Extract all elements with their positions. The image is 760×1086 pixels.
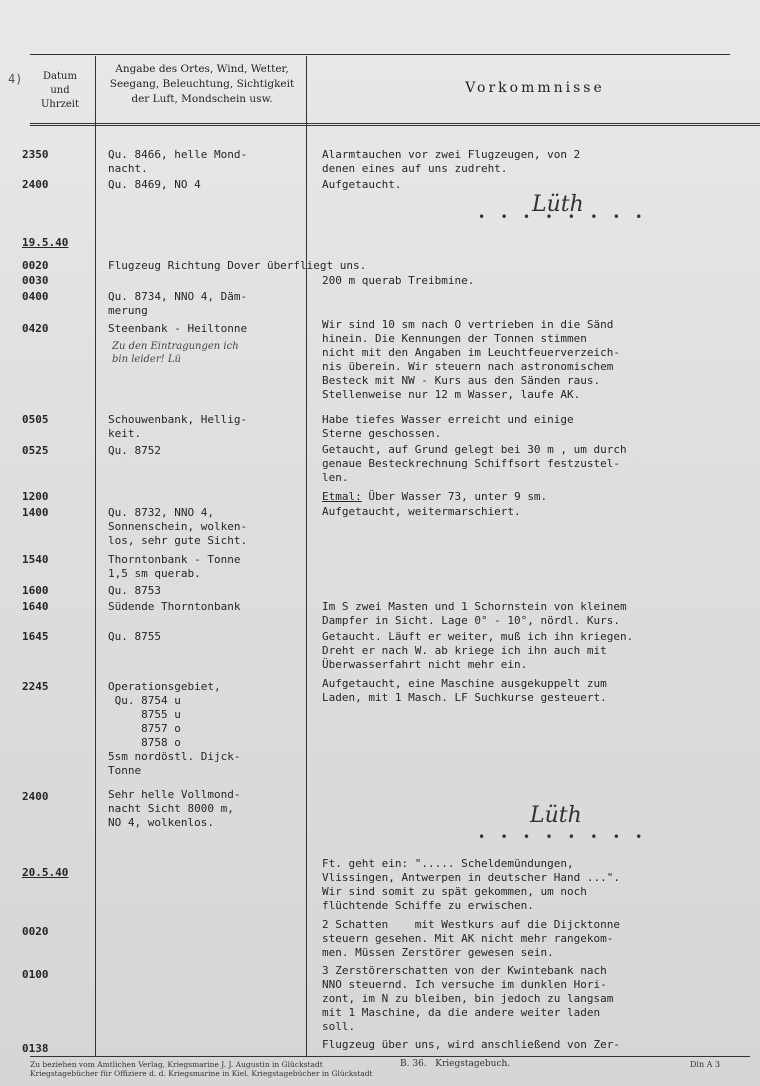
entry-time: 0020 — [22, 925, 49, 938]
entry-time: 2400 — [22, 790, 49, 803]
entry-time: 1640 — [22, 600, 49, 613]
header-date-time — [30, 70, 90, 112]
entry-event: Getaucht. Läuft er weiter, muß ich ihn kriegen. Dreht er nach W. ab kriege ich ihn auch mit Überwasserfahrt nicht mehr ein. — [322, 630, 634, 671]
entry-event: Habe tiefes Wasser erreicht und einige Sterne geschossen. — [322, 413, 574, 440]
entry-location: Südende Thorntonbank — [108, 600, 241, 613]
commander-signature: Lüth — [530, 803, 582, 828]
entry-time: 0138 — [22, 1042, 49, 1055]
entry-event: Aufgetaucht, eine Maschine ausgekuppelt zum Laden, mit 1 Masch. LF Suchkurse gesteuert. — [322, 677, 607, 704]
entry-event: Getaucht, auf Grund gelegt bei 30 m , um durch genaue Besteckrechnung Schiffsort festzustel- len. — [322, 443, 627, 484]
entry-time: 2400 — [22, 178, 49, 191]
entry-location: Qu. 8732, NNO 4, Sonnenschein, wolken- los, sehr gute Sicht. — [108, 506, 248, 547]
entry-location: Qu. 8753 — [108, 584, 161, 597]
entry-location: Qu. 8466, helle Mond- nacht. — [108, 148, 248, 175]
entry-time: 1200 — [22, 490, 49, 503]
footer-publisher: Zu beziehen vom Amtlichen Verlag, Kriegsmarine J. J. Augustin in Glückstadt Kriegstagebücher für Offiziere d. d. Kriegsmarine in Kiel. Kriegstagebücher in Glückstadt — [30, 1060, 373, 1078]
column-divider-1 — [95, 56, 96, 1056]
entry-event: 2 Schatten mit Westkurs auf die Dijcktonne steuern gesehen. Mit AK nicht mehr rangekom- men. Müssen Zerstörer gewesen sein. — [322, 918, 621, 959]
entry-event: 200 m querab Treibmine. — [322, 274, 475, 287]
entry-event: Flugzeug über uns, wird anschließend von Zer- — [322, 1038, 621, 1051]
entry-location: Thorntonbank - Tonne 1,5 sm querab. — [108, 553, 241, 580]
entry-event: 3 Zerstörerschatten von der Kwintebank nach NNO steuernd. Ich versuche im dunklen Hori- zont, im N zu bleiben, bin jedoch zu langsam mit 1 Maschine, da die andere weiter laden soll. — [322, 964, 614, 1033]
header-loc-line2: Seegang, Beleuchtung, Sichtigkeit — [109, 78, 295, 90]
entry-time: 0020 — [22, 259, 49, 272]
entry-location: Operationsgebiet, Qu. 8754 u 8755 u 8757 o 8758 o 5sm nordöstl. Dijck- Tonne — [108, 680, 241, 777]
handwritten-note: Zu den Eintragungen ich bin leider! Lü — [112, 341, 239, 365]
table-bottom-rule — [30, 1056, 750, 1057]
entry-location: Qu. 8752 — [108, 444, 161, 457]
header-events: Vorkommnisse — [465, 80, 605, 96]
header-and-word: und — [50, 85, 70, 96]
etmal-label: Etmal: — [322, 490, 362, 503]
footer-format: Din A 3 — [690, 1060, 721, 1069]
entry-date: 20.5.40 — [22, 866, 69, 879]
commander-signature: Lüth — [532, 192, 584, 217]
entry-event: Wir sind 10 sm nach O vertrieben in die Sänd hinein. Die Kennungen der Tonnen stimmen nicht mit den Angaben im Leuchtfeuerverzeich- nis überein. Wir steuern nach astronomischem Besteck mit NW - Kurs aus den Sänden raus. Stellenweise nur 12 m Wasser, laufe AK. — [322, 318, 621, 401]
entry-time: 2350 — [22, 148, 49, 161]
etmal-value: Über Wasser 73, unter 9 sm. — [361, 490, 548, 503]
header-location-weather — [97, 62, 307, 107]
entry-event: Flugzeug Richtung Dover überfliegt uns. — [108, 259, 367, 272]
entry-time: 1645 — [22, 630, 49, 643]
header-date-word: Datum — [43, 71, 77, 82]
entry-event: Ft. geht ein: "..... Scheldemündungen, Vlissingen, Antwerpen in deutscher Hand ...". Wir sind somit zu spät gekommen, um noch flüchtende Schiffe zu erwischen. — [322, 857, 621, 912]
entry-location: Schouwenbank, Hellig- keit. — [108, 413, 248, 440]
entry-event: Im S zwei Masten und 1 Schornstein von kleinem Dampfer in Sicht. Lage 0° - 10°, nördl. Kurs. — [322, 600, 627, 627]
entry-time: 1600 — [22, 584, 49, 597]
entry-event: Aufgetaucht, weitermarschiert. — [322, 505, 521, 518]
separator-dots: • • • • • • • • — [478, 830, 647, 844]
header-loc-line3: der Luft, Mondschein usw. — [131, 93, 273, 105]
entry-time: 1400 — [22, 506, 49, 519]
entry-event — [322, 490, 547, 504]
entry-location: Sehr helle Vollmond- nacht Sicht 8000 m, NO 4, wolkenlos. — [108, 788, 241, 829]
entry-time: 0030 — [22, 274, 49, 287]
entry-time: 0505 — [22, 413, 49, 426]
entry-location: Qu. 8734, NNO 4, Däm- merung — [108, 290, 248, 317]
entry-location: Qu. 8755 — [108, 630, 161, 643]
entry-location: Steenbank - Heiltonne — [108, 322, 248, 335]
entry-time: 1540 — [22, 553, 49, 566]
entry-time: 0525 — [22, 444, 49, 457]
entry-time: 0420 — [22, 322, 49, 335]
header-loc-line1: Angabe des Ortes, Wind, Wetter, — [115, 63, 289, 75]
header-time-word: Uhrzeit — [40, 99, 80, 110]
entry-time: 0400 — [22, 290, 49, 303]
header-bottom-rule-2 — [30, 125, 760, 126]
footer-form-title: B. 36. Kriegstagebuch. — [400, 1059, 511, 1069]
margin-mark: 4) — [8, 72, 23, 86]
entry-location: Qu. 8469, NO 4 — [108, 178, 201, 191]
entry-event: Aufgetaucht. — [322, 178, 402, 191]
entry-time: 2245 — [22, 680, 49, 693]
entry-time: 0100 — [22, 968, 49, 981]
separator-dots: • • • • • • • • — [478, 210, 647, 224]
entry-date: 19.5.40 — [22, 236, 69, 249]
entry-event: Alarmtauchen vor zwei Flugzeugen, von 2 denen eines auf uns zudreht. — [322, 148, 581, 175]
table-top-rule — [30, 54, 730, 55]
header-bottom-rule — [30, 123, 760, 124]
column-divider-2 — [306, 56, 307, 1056]
